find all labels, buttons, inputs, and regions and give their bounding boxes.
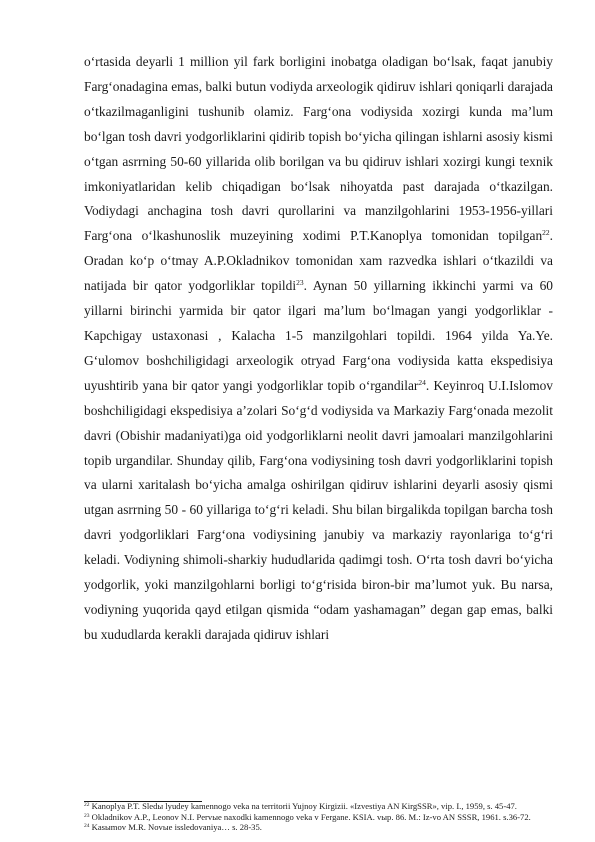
paragraph-text: oʻrtasida deyarli 1 million yil fark borligini inobatga oladigan boʻlsak, faqat janubiy Fargʻonadagina emas, balki butun vodiyda arxeologik qidiruv ishlari qoniqarli darajada oʻtkazilmaganligini tushunib olamiz. Fargʻona vodiysida xozirgi kunda ma’lum boʻlgan tosh davri yodgorliklarini qidirib topish boʻyicha qilingan ishlarni asosiy kismi oʻtgan asrrning 50-60 yillarida olib borilgan va bu qidiruv ishlari xozirgi kungi texnik imkoniyatlaridan kelib chiqadigan boʻlsak nihoyatda past darajada oʻtkazilgan. Vodiydagi anchagina tosh davri qurollarini va manzilgohlarini 1953-1956-yillari Fargʻona oʻlkashunoslik muzeyining xodimi P.T.Kanoplya tomonidan topilgan [84, 54, 553, 244]
footnotes [84, 801, 553, 833]
footnote [84, 812, 553, 823]
body-paragraph [84, 50, 553, 648]
footnote-number: 22 [84, 802, 90, 808]
footnote-number: 23 [84, 812, 90, 819]
footnote-ref-23[interactable]: 23 [296, 278, 304, 288]
paragraph-text: . Oradan koʻp oʻtmay A.P.Okladnikov tomonidan xam razvedka ishlari oʻtkazildi va natijada bir qator yodgorliklar topildi [84, 228, 553, 294]
footnote-text: Okladnikov A.P., Leonov N.I. Pervыe naxodki kamennogo veka v Fergane. KSIA. vыp. 86. M.: Iz-vo AN SSSR, 1961. s.36-72. [89, 811, 531, 822]
footnote [84, 801, 553, 812]
paragraph-text: . Aynan 50 yillarning ikkinchi yarmi va 60 yillarni birinchi yarmida bir qator ilgari ma’lum boʻlmagan yangi yodgorliklar - Kapchigay ustaxonasi , Kalacha 1-5 manzilgohlari topildi. 1964 yilda Ya.Ye. Gʻulomov boshchiligidagi arxeologik otryad Fargʻona vodiysida katta ekspedisiya uyushtirib yana bir qator yangi yodgorliklar topib oʻrgandilar [84, 278, 553, 393]
footnote-ref-24[interactable]: 24 [418, 377, 426, 387]
footnote [84, 822, 553, 833]
footnote-text: Kasыmov M.R. Novыe issledovaniya… s. 28-35. [89, 822, 262, 833]
footnote-ref-22[interactable]: 22 [542, 228, 550, 238]
footnote-number: 24 [84, 823, 90, 830]
paragraph-text: . Keyinroq U.I.Islomov boshchiligidagi ekspedisiya a’zolari Soʻgʻd vodiysida va Markaziy Fargʻonada mezolit davri (Obishir madaniyati)ga oid yodgorliklarni neolit davri jamoalari manzilgohlarini topib urgandilar. Shunday qilib, Fargʻona vodiysining tosh davri yodgorliklarini topish va ularni xaritalash boʻyicha amalga oshirilgan qidiruv ishlarini deyarli asosiy qismi utgan asrrning 50 - 60 yillariga toʻgʻri keladi. Shu bilan birgalikda topilgan barcha tosh davri yodgorliklari Fargʻona vodiysining janubiy va markaziy rayonlariga toʻgʻri keladi. Vodiyning shimoli-sharkiy hududlarida qadimgi tosh. Oʻrta tosh davri boʻyicha yodgorlik, yoki manzilgohlarni borligi toʻgʻrisida biron-bir ma’lumot yuk. Bu narsa, vodiyning yuqorida qayd etilgan qismida “odam yashamagan” degan gap emas, balki bu xududlarda kerakli darajada qidiruv ishlari [84, 377, 553, 642]
footnote-text: Kanoplya P.T. Sledы lyudey kamennogo veka na territorii Yujnoy Kirgizii. «Izvestiya AN KirgSSR», vip. I., 1959, s. 45-47. [89, 801, 517, 811]
